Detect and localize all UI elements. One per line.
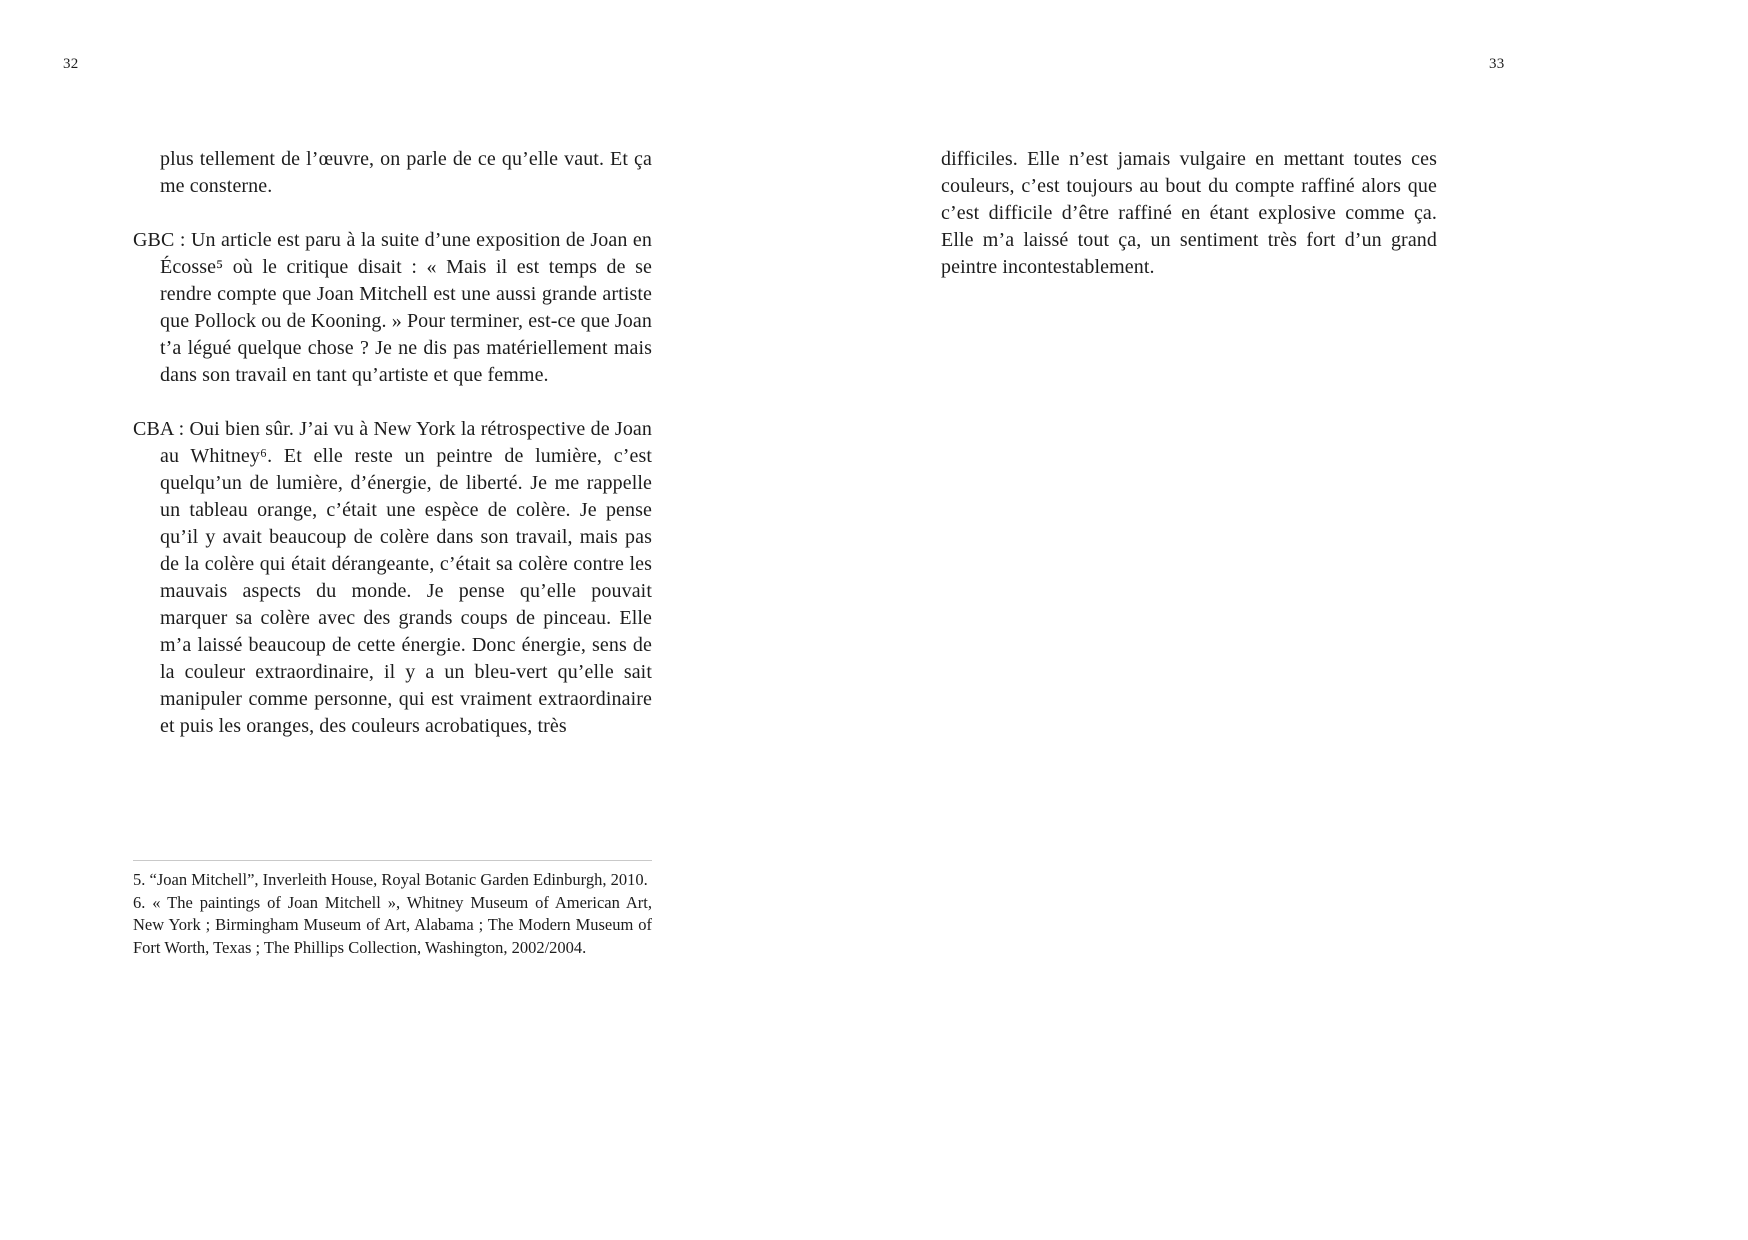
footnote-6: 6. « The paintings of Joan Mitchell », Whitney Museum of American Art, New York ; Birmingham Museum of Art, Alabama ; The Modern Museum of Fort Worth, Texas ; The Phillips Collection, Washington, 2002/2004.: [133, 892, 652, 957]
footnotes-block: [133, 860, 652, 959]
right-page-text-column: [941, 146, 1437, 281]
page-number-right: 33: [1489, 56, 1505, 72]
footnote-divider: [133, 860, 652, 861]
gbc-question-paragraph: GBC : Un article est paru à la suite d’une exposition de Joan en Écosse⁵ où le critique disait : « Mais il est temps de se rendre compte que Joan Mitchell est une aussi grande artiste que Pollock ou de Kooning. » Pour terminer, est-ce que Joan t’a légué quelque chose ? Je ne dis pas matériellement mais dans son travail en tant qu’artiste et que femme.: [133, 229, 652, 386]
continuation-paragraph: plus tellement de l’œuvre, on parle de ce qu’elle vaut. Et ça me consterne.: [160, 148, 652, 197]
page-number-left: 32: [63, 56, 79, 72]
right-page-paragraph: difficiles. Elle n’est jamais vulgaire en mettant toutes ces couleurs, c’est toujours au bout du compte raffiné alors que c’est difficile d’être raffiné en étant explosive comme ça. Elle m’a laissé tout ça, un sentiment très fort d’un grand peintre incontestablement.: [941, 148, 1437, 278]
cba-answer-paragraph: CBA : Oui bien sûr. J’ai vu à New York la rétrospective de Joan au Whitney⁶. Et elle reste un peintre de lumière, c’est quelqu’un de lumière, d’énergie, de liberté. Je me rappelle un tableau orange, c’était une espèce de colère. Je pense qu’il y avait beaucoup de colère dans son travail, mais pas de la colère qui était dérangeante, c’était sa colère contre les mauvais aspects du monde. Je pense qu’elle pouvait marquer sa colère avec des grands coups de pinceau. Elle m’a laissé beaucoup de cette énergie. Donc énergie, sens de la couleur extraordinaire, il y a un bleu-vert qu’elle sait manipuler comme personne, qui est vraiment extraordinaire et puis les oranges, des couleurs acrobatiques, très: [133, 418, 652, 737]
left-page-text-column: [133, 146, 652, 740]
footnote-5: 5. “Joan Mitchell”, Inverleith House, Royal Botanic Garden Edinburgh, 2010.: [133, 870, 648, 889]
